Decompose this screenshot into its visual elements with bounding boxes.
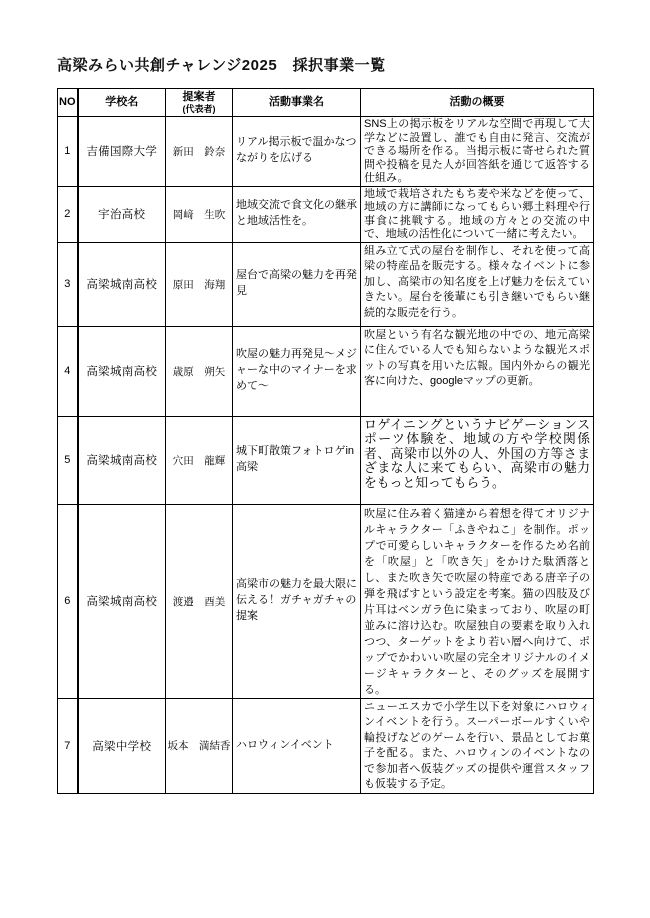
cell-summary: 吹屋という有名な観光地の中での、地元高梁に住んでいる人でも知らないような観光スポットの写真を用いた広報。国内外からの観光客に向けた、googleマップの更新。	[361, 326, 594, 416]
cell-proposer: 新田 鈴奈	[166, 117, 233, 187]
page-title: 高梁みらい共創チャレンジ2025 採択事業一覧	[57, 57, 386, 74]
cell-no: 1	[58, 117, 78, 187]
table-row	[58, 698, 594, 793]
cell-summary: 組み立て式の屋台を制作し、それを使って高梁の特産品を販売する。様々なイベントに参加し、高梁市の知名度を上げ魅力を伝えていきたい。屋台を後輩にも引き継いでもらい継続的な販売を行う。	[361, 242, 594, 326]
cell-no: 6	[58, 504, 78, 698]
cell-proposer: 渡邉 酉美	[166, 504, 233, 698]
table-row	[58, 117, 594, 187]
cell-school: 高梁城南高校	[78, 504, 166, 698]
cell-summary: SNS上の掲示板をリアルな空間で再現して大学などに設置し、誰でも自由に発言、交流ができる場所を作る。当掲示板に寄せられた質問や投稿を見た人が回答紙を通じて返答する仕組み。	[361, 117, 594, 187]
table-row	[58, 186, 594, 242]
cell-summary: ロゲイニングというナビゲーションスポーツ体験を、地域の方や学校関係者、高梁市以外の人、外国の方等さまざまな人に来てもらい、高梁市の魅力をもっと知ってもらう。	[361, 416, 594, 504]
cell-project: 吹屋の魅力再発見～メジャーな中のマイナーを求めて～	[233, 326, 361, 416]
cell-no: 4	[58, 326, 78, 416]
cell-summary: ニューエスカで小学生以下を対象にハロウィンイベントを行う。スーパーボールすくいや輪投げなどのゲームを行い、景品としてお菓子を配る。また、ハロウィンのイベントなので参加者へ仮装グッズの提供や運営スタッフも仮装する予定。	[361, 698, 594, 793]
header-school: 学校名	[78, 89, 166, 117]
cell-project: リアル掲示板で温かなつながりを広げる	[233, 117, 361, 187]
cell-no: 2	[58, 186, 78, 242]
cell-school: 高梁中学校	[78, 698, 166, 793]
cell-summary: 地域で栽培されたもち麦や米などを使って、地域の方に講師になってもらい郷土料理や行事食に挑戦する。地域の方々との交流の中で、地域の活性化について一緒に考えたい。	[361, 186, 594, 242]
cell-no: 7	[58, 698, 78, 793]
cell-no: 3	[58, 242, 78, 326]
cell-school: 高梁城南高校	[78, 242, 166, 326]
cell-school: 高梁城南高校	[78, 326, 166, 416]
cell-project: 地域交流で食文化の継承と地域活性を。	[233, 186, 361, 242]
cell-proposer: 坂本 満結香	[166, 698, 233, 793]
cell-proposer: 岡﨑 生吹	[166, 186, 233, 242]
table-row	[58, 326, 594, 416]
cell-proposer: 原田 海翔	[166, 242, 233, 326]
cell-summary: 吹屋に住み着く猫達から着想を得てオリジナルキャラクター「ふきやねこ」を制作。ポップで可愛らしいキャラクターを作るため名前を「吹屋」と「吹き矢」をかけた駄洒落とし、また吹き矢で吹屋の特産である唐辛子の弾を飛ばすという設定を考案。猫の四肢及び片耳はベンガラ色に染まっており、吹屋の町並みに溶け込む。吹屋独自の要素を取り入れつつ、ターゲットをより若い層へ向けて、ポップでかわいい吹屋の完全オリジナルのイメージキャラクターと、そのグッズを展開する。	[361, 504, 594, 698]
cell-project: ハロウィンイベント	[233, 698, 361, 793]
header-project: 活動事業名	[233, 89, 361, 117]
header-summary: 活動の概要	[361, 89, 594, 117]
header-proposer-line2: (代表者)	[182, 103, 216, 114]
header-row	[58, 89, 594, 117]
cell-school: 吉備国際大学	[78, 117, 166, 187]
header-proposer	[166, 89, 233, 117]
table-row	[58, 504, 594, 698]
cell-project: 屋台で高梁の魅力を再発見	[233, 242, 361, 326]
table-row	[58, 242, 594, 326]
cell-school: 高梁城南高校	[78, 416, 166, 504]
cell-proposer: 歳原 朔矢	[166, 326, 233, 416]
cell-no: 5	[58, 416, 78, 504]
adopted-projects-table	[57, 88, 594, 794]
cell-proposer: 穴田 龍輝	[166, 416, 233, 504]
header-no: NO	[58, 89, 78, 117]
cell-project: 高梁市の魅力を最大限に伝える！ガチャガチャの提案	[233, 504, 361, 698]
header-proposer-line1: 提案者	[182, 91, 216, 103]
table-row	[58, 416, 594, 504]
cell-school: 宇治高校	[78, 186, 166, 242]
cell-project: 城下町散策フォトロゲin高梁	[233, 416, 361, 504]
